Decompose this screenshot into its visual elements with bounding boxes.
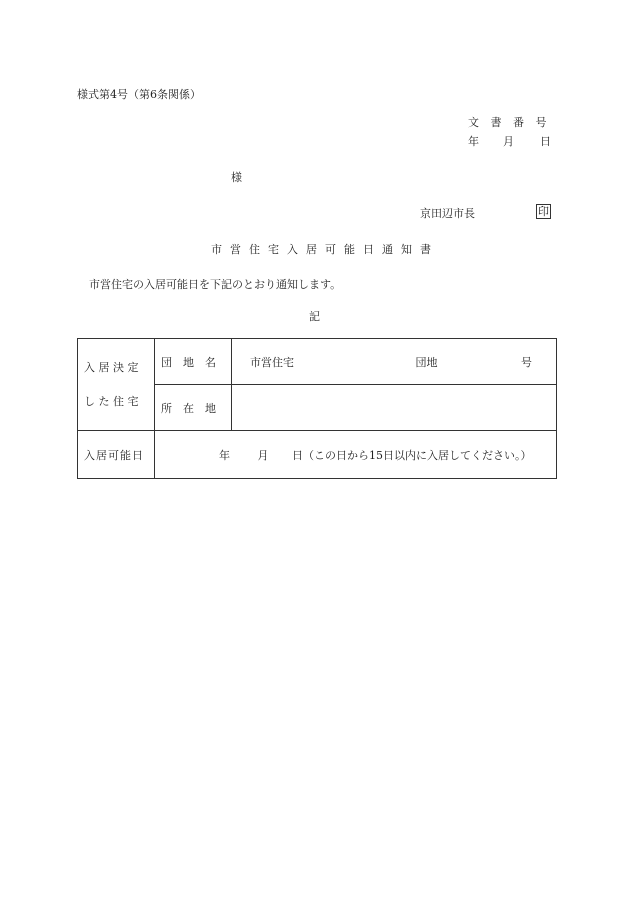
move-in-label: 入居可能日	[78, 431, 155, 479]
estate-name-cell	[232, 339, 557, 385]
estate-prefix: 市営住宅	[250, 355, 294, 369]
date-day: 日	[540, 135, 551, 148]
estate-mid: 団地	[415, 355, 438, 369]
estate-name-label: 団 地 名	[155, 339, 232, 385]
document-number-label: 文 書 番 号	[468, 116, 551, 129]
group-label-line-1: 入 居 決 定	[84, 360, 139, 374]
location-label: 所 在 地	[155, 385, 232, 431]
location-value	[232, 385, 557, 431]
move-in-note: 日（この日から15日以内に入居してください。）	[292, 448, 532, 462]
recipient-suffix: 様	[231, 171, 242, 184]
notice-table	[77, 338, 557, 479]
seal-mark: 印	[538, 205, 549, 218]
date-month: 月	[503, 135, 514, 148]
move-in-date-cell	[155, 431, 557, 479]
move-in-month: 月	[257, 448, 269, 462]
ki-label: 記	[309, 310, 320, 323]
form-number: 様式第4号（第6条関係）	[77, 88, 201, 101]
document-title: 市営住宅入居可能日通知書	[211, 243, 439, 256]
issuer: 京田辺市長	[420, 207, 475, 220]
move-in-year: 年	[219, 448, 230, 462]
body-text: 市営住宅の入居可能日を下記のとおり通知します。	[89, 278, 342, 291]
date-year: 年	[468, 135, 479, 148]
estate-suffix: 号	[521, 355, 532, 369]
group-label-line-2: し た 住 宅	[84, 394, 139, 408]
group-label	[78, 339, 155, 431]
